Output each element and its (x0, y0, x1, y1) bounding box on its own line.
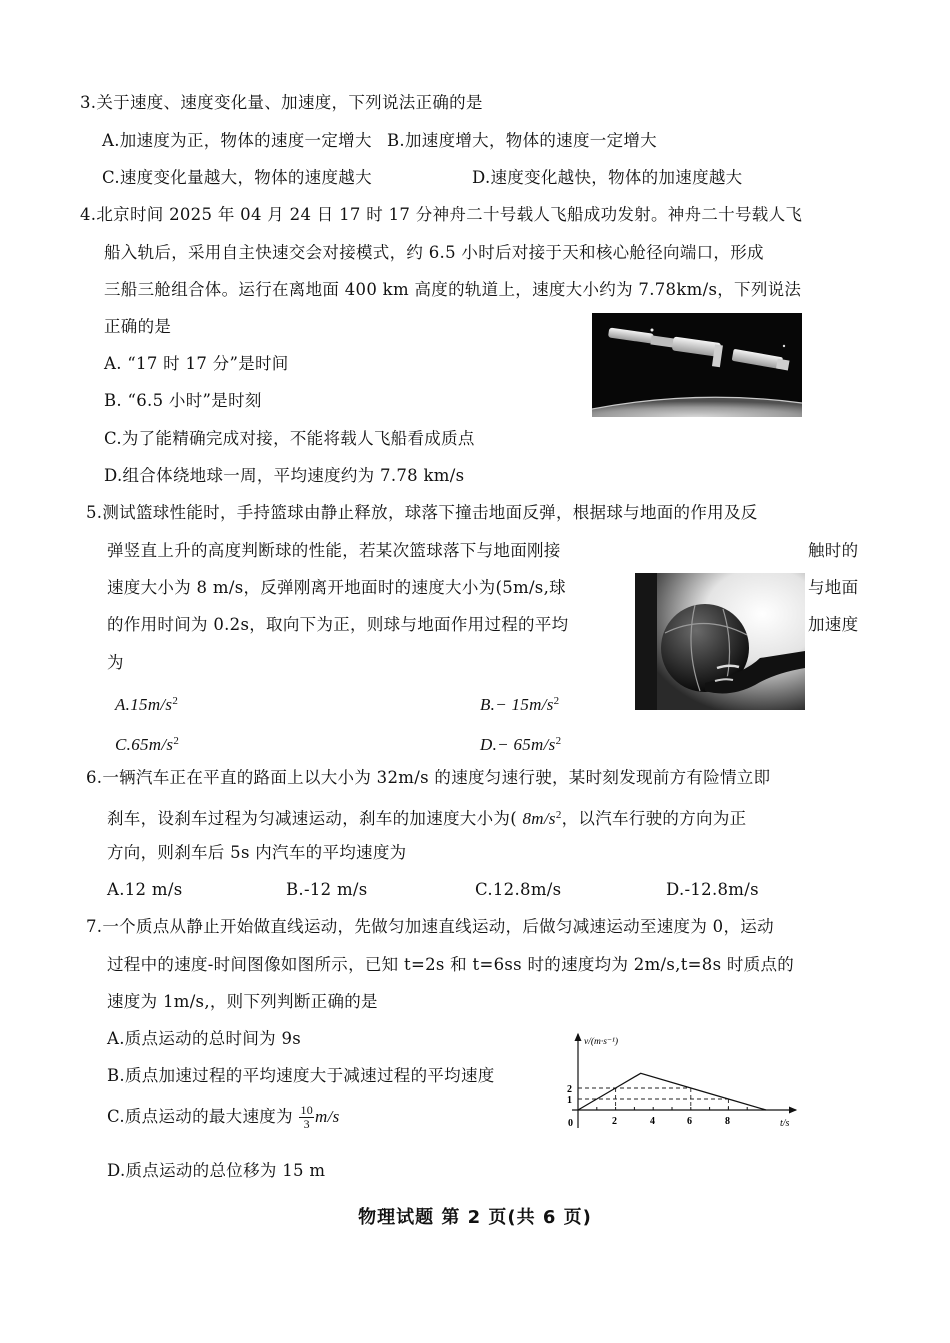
question-7-stem-line: 速度为 1m/s,，则下列判断正确的是 (107, 992, 378, 1011)
svg-text:4: 4 (650, 1116, 655, 1127)
svg-text:0: 0 (568, 1118, 573, 1129)
question-4-option-d: D.组合体绕地球一周，平均速度约为 7.78 km/s (104, 466, 465, 485)
question-7-option-b: B.质点加速过程的平均速度大于减速过程的平均速度 (107, 1066, 495, 1085)
velocity-line (578, 1073, 766, 1110)
question-6-stem-line: 方向，则刹车后 5s 内汽车的平均速度为 (107, 843, 407, 862)
unit: m/s (315, 1107, 340, 1126)
svg-text:1: 1 (567, 1095, 572, 1106)
option-exponent: 2 (555, 735, 562, 747)
acceleration-value: $8m/s^2$ (522, 809, 562, 828)
option-value: 15m/s (130, 695, 173, 714)
option-exponent: 2 (172, 695, 179, 707)
question-5-stem-line: 与地面 (808, 578, 859, 597)
option-value: − 65m/s (497, 735, 556, 754)
svg-text:2: 2 (612, 1116, 617, 1127)
svg-text:6: 6 (687, 1116, 692, 1127)
question-5-option-a (115, 691, 178, 715)
question-4-stem-line: 三船三舱组合体。运行在离地面 400 km 高度的轨道上，速度大小约为 7.78km/s，下列说法 (104, 280, 802, 299)
x-axis-label: t/s (780, 1118, 790, 1129)
option-label: A. (115, 695, 131, 714)
question-4-stem-line: 船入轨后，采用自主快速交会对接模式，约 6.5 小时后对接于天和核心舱径向端口，形成 (104, 243, 764, 262)
question-6-option-d: D.-12.8m/s (666, 880, 759, 899)
option-value: 65m/s (131, 735, 174, 754)
question-6-stem-line: 6.一辆汽车正在平直的路面上以大小为 32m/s 的速度匀速行驶，某时刻发现前方有险情立即 (86, 768, 771, 787)
y-axis-label: v/(m·s⁻¹) (584, 1037, 618, 1047)
question-4-option-a: A. “17 时 17 分”是时间 (104, 354, 289, 373)
question-5-stem-line: 加速度 (808, 615, 859, 634)
question-7-option-a: A.质点运动的总时间为 9s (107, 1029, 302, 1048)
question-6-option-c: C.12.8m/s (475, 880, 562, 899)
question-3-option-b: B.加速度增大，物体的速度一定增大 (387, 131, 657, 150)
stem-text: ，以汽车行驶的方向为正 (561, 809, 747, 828)
question-5-option-b (480, 691, 559, 715)
option-label: C. (115, 735, 132, 754)
question-7-stem-line: 7.一个质点从静止开始做直线运动，先做匀加速直线运动，后做匀减速运动至速度为 0，运动 (86, 917, 774, 936)
question-7-option-d: D.质点运动的总位移为 15 m (107, 1161, 326, 1180)
question-4-stem-line: 正确的是 (104, 317, 172, 336)
dashed-guides (578, 1088, 728, 1110)
question-4-option-c: C.为了能精确完成对接，不能将载人飞船看成质点 (104, 429, 475, 448)
stem-text: 刹车，设刹车过程为匀减速运动，刹车的加速度大小为( (107, 809, 517, 828)
question-4-option-b: B. “6.5 小时”是时刻 (104, 391, 262, 410)
question-3-option-a: A.加速度为正，物体的速度一定增大 (102, 131, 372, 150)
svg-text:2: 2 (567, 1084, 572, 1095)
question-5-stem-line: 速度大小为 8 m/s，反弹刚离开地面时的速度大小为(5m/s,球 (107, 578, 566, 597)
question-5-option-c (115, 731, 179, 755)
question-3-stem: 3.关于速度、速度变化量、加速度，下列说法正确的是 (80, 93, 483, 112)
question-6-stem-line (107, 805, 746, 829)
question-5-stem-line: 弹竖直上升的高度判断球的性能，若某次篮球落下与地面刚接 (107, 541, 561, 560)
question-7-stem-line: 过程中的速度-时间图像如图所示，已知 t=2s 和 t=6ss 时的速度均为 2m/s,t=8s 时质点的 (107, 955, 795, 974)
option-text: C.质点运动的最大速度为 (107, 1107, 293, 1126)
option-value: − 15m/s (495, 695, 554, 714)
page-footer: 物理试题 第 2 页(共 6 页) (358, 1207, 592, 1228)
option-label: D. (480, 735, 498, 754)
fraction-ten-thirds: $\frac{10}{3}$ (300, 1103, 314, 1131)
basketball-in-hand-photo (635, 573, 805, 710)
svg-text:8: 8 (725, 1116, 730, 1127)
question-3-option-c: C.速度变化量越大，物体的速度越大 (102, 168, 372, 187)
space-station-photo (592, 313, 802, 417)
question-6-option-a: A.12 m/s (107, 880, 183, 899)
question-5-stem-line: 触时的 (808, 541, 859, 560)
question-5-stem-line: 为 (107, 653, 124, 672)
question-4-stem-line: 4.北京时间 2025 年 04 月 24 日 17 时 17 分神舟二十号载人飞船成功发射。神舟二十号载人飞 (80, 205, 803, 224)
question-5-stem-line: 5.测试篮球性能时，手持篮球由静止释放，球落下撞击地面反弹，根据球与地面的作用及反 (86, 503, 758, 522)
question-5-option-d (480, 731, 561, 755)
question-7-option-c (107, 1104, 340, 1131)
option-label: B. (480, 695, 496, 714)
velocity-time-graph (558, 1030, 803, 1135)
question-3-option-d: D.速度变化越快，物体的加速度越大 (472, 168, 743, 187)
option-exponent: 2 (173, 735, 180, 747)
question-6-option-b: B.-12 m/s (286, 880, 368, 899)
option-exponent: 2 (553, 695, 560, 707)
question-5-stem-line: 的作用时间为 0.2s，取向下为正，则球与地面作用过程的平均 (107, 615, 569, 634)
